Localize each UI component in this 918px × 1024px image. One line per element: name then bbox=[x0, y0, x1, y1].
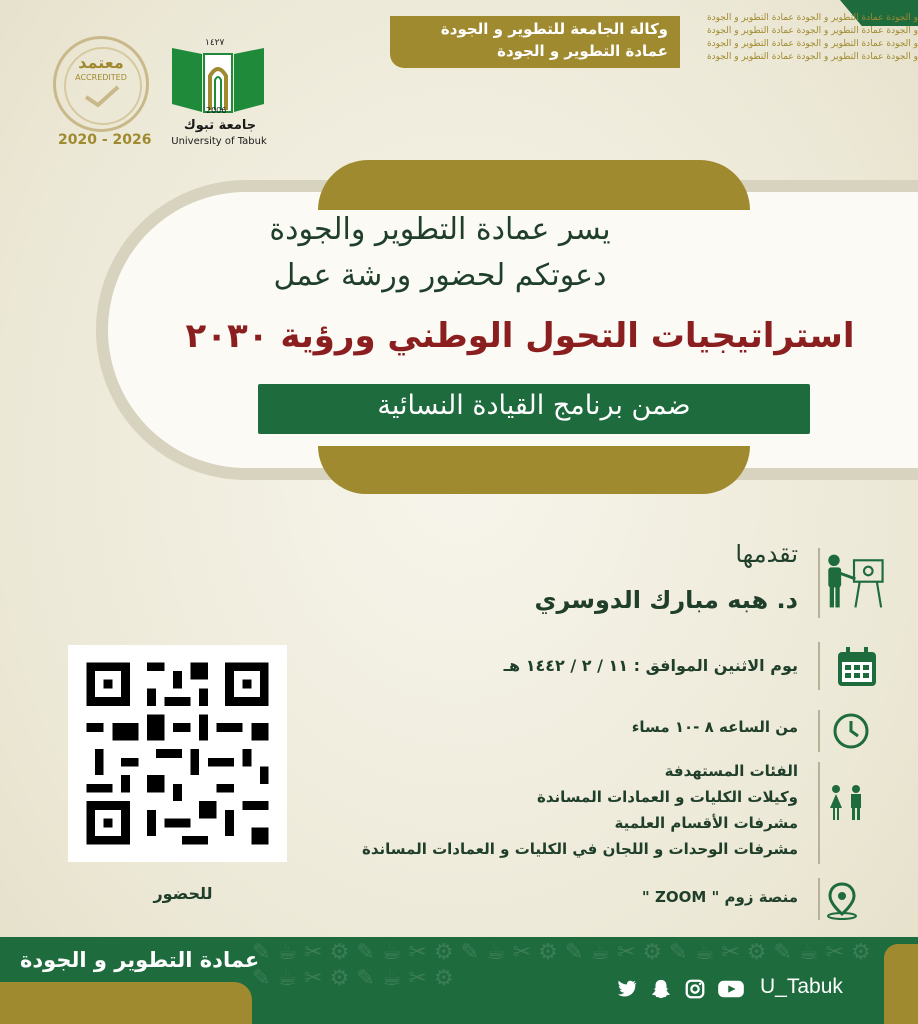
instagram-icon[interactable] bbox=[684, 978, 706, 1000]
qr-label: للحضور bbox=[153, 884, 213, 903]
workshop-title: استراتيجيات التحول الوطني ورؤية ٢٠٣٠ bbox=[185, 316, 855, 356]
university-year: 2006 bbox=[206, 106, 227, 115]
invitation-line-1: يسر عمادة التطوير والجودة bbox=[269, 212, 611, 247]
agency-line-1: وكالة الجامعة للتطوير و الجودة bbox=[440, 20, 668, 38]
event-date: يوم الاثنين الموافق : ١١ / ٢ / ١٤٤٢ هـ bbox=[503, 656, 798, 675]
snapchat-icon[interactable] bbox=[650, 978, 672, 1000]
qr-code[interactable] bbox=[68, 645, 287, 862]
target-group-item: وكيلات الكليات و العمادات المساندة bbox=[536, 788, 798, 806]
accreditation-years: 2020 - 2026 bbox=[58, 132, 152, 148]
program-label: ضمن برنامج القيادة النسائية bbox=[377, 390, 691, 421]
invitation-line-2: دعوتكم لحضور ورشة عمل bbox=[273, 258, 607, 293]
banner-gold-bottom bbox=[318, 446, 750, 494]
qr-code-icon bbox=[68, 645, 287, 862]
university-year-hijri: ١٤٢٧ bbox=[205, 38, 225, 48]
agency-banner bbox=[390, 16, 680, 68]
target-groups-title: الفئات المستهدفة bbox=[664, 762, 798, 780]
program-bar bbox=[258, 384, 810, 434]
university-name-en: University of Tabuk bbox=[171, 136, 267, 147]
youtube-icon[interactable] bbox=[716, 978, 746, 1000]
twitter-icon[interactable] bbox=[616, 978, 638, 1000]
header-pattern: و الجودة عمادة التطوير و الجودة عمادة التطوير و الجودة و الجودة عمادة التطوير و الجودة عمادة التطوير و الجودة و الجودة عمادة التطوير و الجودة عمادة التطوير و الجودة و الجودة عمادة التطوير و الجودة عمادة التطوير و الجودة bbox=[706, 13, 918, 62]
footer-title: عمادة التطوير و الجودة bbox=[20, 948, 260, 972]
event-time: من الساعه ٨ -١٠ مساء bbox=[631, 718, 798, 736]
target-group-item: مشرفات الأقسام العلمية bbox=[614, 814, 798, 832]
footer-gold-right bbox=[884, 944, 918, 1024]
university-logo-icon bbox=[172, 40, 264, 114]
target-group-item: مشرفات الوحدات و اللجان في الكليات و العمادات المساندة bbox=[361, 840, 798, 858]
people-icon bbox=[826, 784, 866, 822]
location-pin-icon bbox=[822, 880, 862, 920]
presenter-icon bbox=[824, 542, 884, 620]
accreditation-seal bbox=[53, 36, 149, 132]
footer-pattern: ✎ ☕ ✂ ⚙ ✎ ☕ ✂ ⚙ ✎ ☕ ✂ ⚙ ✎ ☕ ✂ ⚙ ✎ ☕ ✂ ⚙ ✎ ☕ ✂ ⚙ ✎ ☕ ✂ ⚙ ✎ ☕ ✂ ⚙ bbox=[252, 940, 871, 991]
calendar-icon bbox=[836, 646, 878, 688]
banner-gold-top bbox=[318, 160, 750, 210]
accreditation-en: ACCREDITED bbox=[75, 73, 127, 82]
social-handle[interactable]: U_Tabuk bbox=[760, 975, 843, 998]
clock-icon bbox=[832, 712, 870, 750]
presenter-label: تقدمها bbox=[735, 540, 798, 568]
platform-label: منصة زوم " ZOOM " bbox=[641, 888, 798, 906]
university-name-ar: جامعة تبوك bbox=[183, 118, 257, 133]
agency-line-2: عمادة التطوير و الجودة bbox=[497, 42, 668, 60]
checkmark-icon bbox=[82, 85, 122, 109]
footer-gold-left bbox=[0, 982, 252, 1024]
accreditation-ar: معتمد bbox=[78, 53, 124, 72]
presenter-name: د. هبه مبارك الدوسري bbox=[534, 586, 798, 614]
